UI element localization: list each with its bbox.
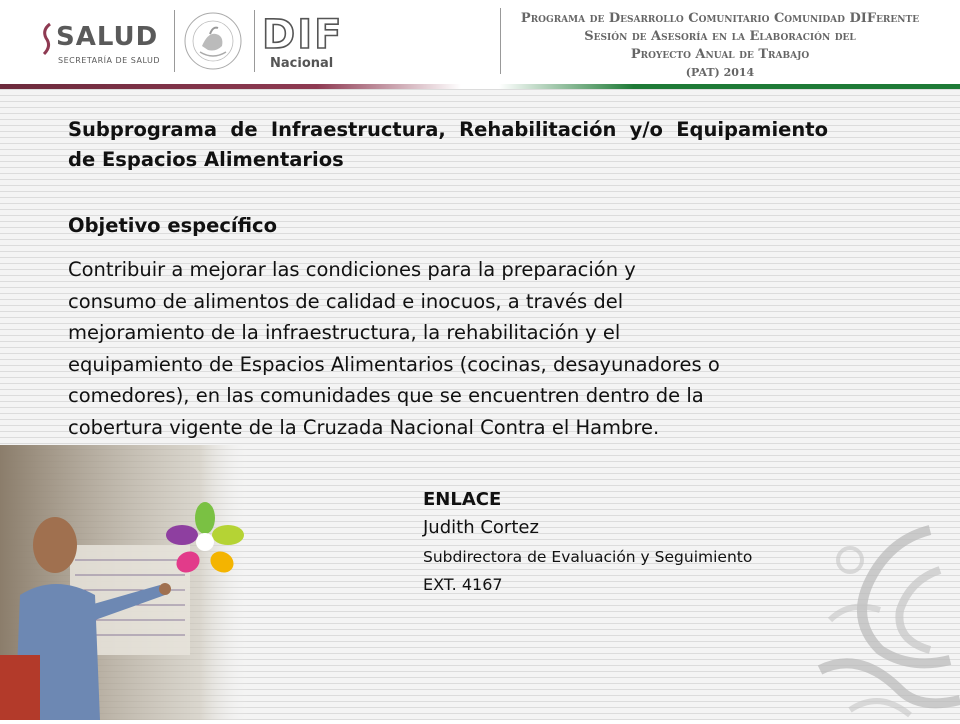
contact-extension: EXT. 4167: [423, 575, 503, 594]
objective-body: [68, 254, 823, 443]
mexican-seal-icon: [182, 10, 244, 72]
salud-mark-icon: [40, 22, 54, 56]
logo-divider: [254, 10, 255, 72]
flower-logo-icon: [160, 500, 250, 590]
program-line: Proyecto Anual de Trabajo: [630, 47, 810, 62]
objective-line: mejoramiento de la infraestructura, la rehabilitación y el: [68, 321, 621, 344]
slide-header: [0, 0, 960, 84]
contact-block: [423, 486, 752, 598]
salud-logo: [40, 14, 160, 70]
salud-logo-subtext: SECRETARÍA DE SALUD: [58, 56, 161, 65]
objective-heading: Objetivo específico: [68, 214, 278, 237]
dif-logo: [262, 12, 342, 72]
subprogram-title: Subprograma de Infraestructura, Rehabilitación y/o Equipamiento de Espacios Alimentarios: [68, 118, 828, 171]
objective-line: Contribuir a mejorar las condiciones para la preparación y: [68, 258, 636, 281]
program-line: (PAT) 2014: [685, 66, 755, 79]
contact-name: Judith Cortez: [423, 517, 539, 538]
objective-line: cobertura vigente de la Cruzada Nacional Contra el Hambre.: [68, 415, 660, 439]
logo-divider: [174, 10, 175, 72]
eagle-watermark-icon: [790, 500, 960, 720]
objective-line: consumo de alimentos de calidad e inocuos, a través del: [68, 289, 624, 313]
objective-line: comedores), en las comunidades que se encuentren dentro de la: [68, 384, 704, 407]
program-line: Sesión de Asesoría en la Elaboración del: [584, 29, 856, 44]
dif-logo-text: DIF: [262, 12, 344, 58]
dif-logo-subtext: Nacional: [270, 56, 334, 71]
program-line: Programa de Desarrollo Comunitario Comunidad DIFerente: [520, 11, 920, 26]
contact-label: ENLACE: [423, 489, 502, 510]
contact-role: Subdirectora de Evaluación y Seguimiento: [423, 548, 753, 566]
objective-line: equipamiento de Espacios Alimentarios (cocinas, desayunadores o: [68, 352, 720, 376]
salud-logo-text: SALUD: [56, 22, 159, 52]
program-title: [500, 10, 940, 82]
